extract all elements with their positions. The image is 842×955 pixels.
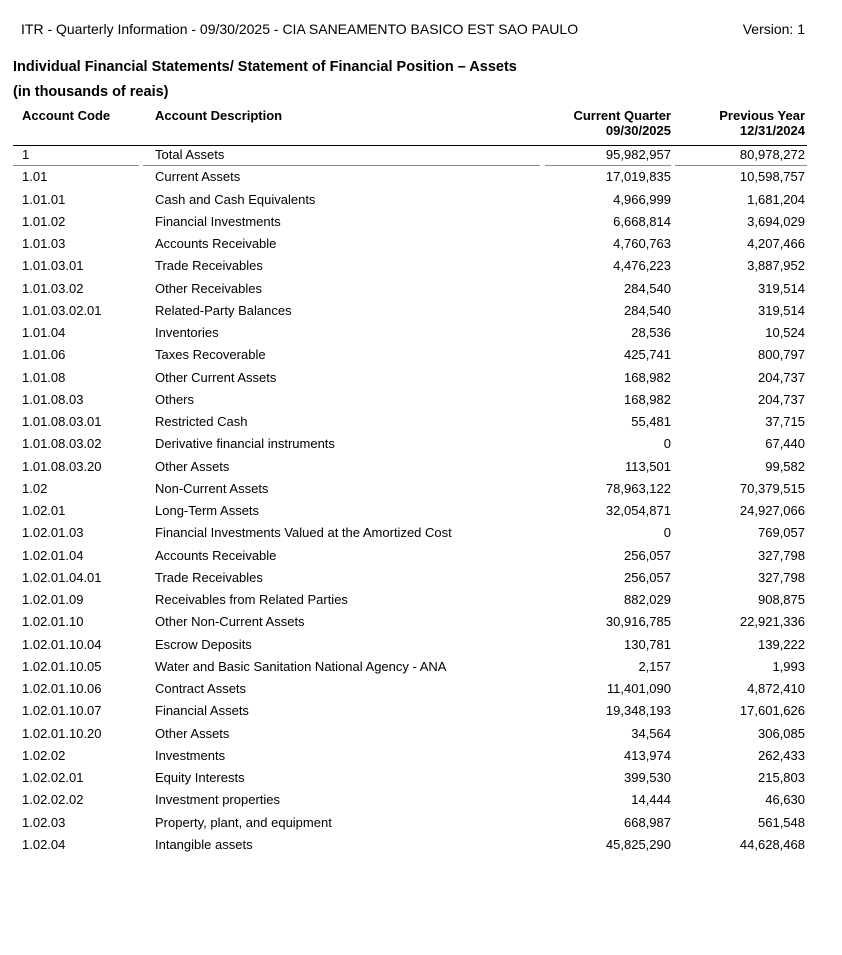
account-code: 1.01.08.03.20 [22, 458, 102, 474]
account-description: Water and Basic Sanitation National Agency - ANA [155, 658, 447, 674]
account-description: Related-Party Balances [155, 302, 292, 318]
account-description: Other Non-Current Assets [155, 614, 305, 630]
account-description: Financial Assets [155, 703, 249, 719]
current-quarter-value: 78,963,122 [605, 480, 671, 496]
account-code: 1.01.03.02 [22, 280, 84, 296]
account-code: 1.02.02.01 [22, 770, 84, 785]
current-quarter-value: 284,540 [624, 302, 671, 318]
account-code: 1.02.01.10.05 [22, 658, 102, 674]
current-quarter-value: 30,916,785 [605, 614, 671, 630]
previous-year-value: 37,715 [765, 414, 805, 429]
account-code: 1.01.03.02.01 [22, 302, 102, 318]
previous-year-value: 139,222 [758, 636, 805, 652]
account-code: 1.02.01 [22, 503, 66, 518]
previous-year-value: 561,548 [758, 814, 805, 830]
table-row [0, 811, 842, 833]
account-code: 1.01.08.03 [22, 391, 84, 407]
account-description: Accounts Receivable [155, 547, 277, 563]
previous-year-value: 800,797 [758, 347, 805, 363]
previous-year-value: 327,798 [758, 547, 805, 563]
account-description: Trade Receivables [155, 258, 263, 274]
current-quarter-value: 4,476,223 [613, 258, 671, 274]
current-quarter-value: 45,825,290 [605, 836, 671, 852]
table-row [0, 610, 842, 632]
column-header-code: Account Code [22, 108, 111, 123]
account-code: 1.02.03 [22, 814, 66, 830]
previous-year-value: 3,887,952 [747, 258, 805, 274]
account-code: 1.01.08.03.02 [22, 436, 102, 452]
account-description: Restricted Cash [155, 414, 248, 429]
previous-year-value: 46,630 [765, 792, 805, 808]
column-header-description: Account Description [155, 108, 283, 123]
previous-year-value: 1,993 [772, 658, 805, 674]
previous-year-value: 24,927,066 [739, 503, 805, 518]
table-row [0, 432, 842, 454]
table-row [0, 722, 842, 744]
table-row [0, 165, 842, 187]
account-description: Escrow Deposits [155, 636, 252, 652]
table-row [0, 188, 842, 210]
previous-year-value: 10,524 [765, 325, 805, 340]
previous-year-value: 44,628,468 [739, 836, 805, 852]
table-row [0, 833, 842, 855]
account-description: Trade Receivables [155, 569, 263, 585]
account-code: 1.01.03 [22, 236, 66, 251]
table-row [0, 477, 842, 499]
previous-year-value: 262,433 [758, 747, 805, 763]
account-description: Accounts Receivable [155, 236, 277, 251]
current-quarter-value: 256,057 [624, 547, 671, 563]
current-quarter-value: 4,966,999 [613, 191, 671, 207]
account-code: 1.02.01.10.06 [22, 681, 102, 696]
account-description: Receivables from Related Parties [155, 592, 348, 607]
account-code: 1.02 [22, 480, 48, 496]
unit-note: (in thousands of reais) [13, 84, 169, 100]
account-description: Cash and Cash Equivalents [155, 191, 316, 207]
current-quarter-value: 11,401,090 [606, 681, 671, 696]
account-description: Long-Term Assets [155, 503, 260, 518]
column-header-previous-year [719, 108, 805, 138]
account-code: 1 [22, 147, 30, 162]
table-row [0, 455, 842, 477]
column-header-current-quarter [573, 108, 671, 138]
table-row [0, 588, 842, 610]
previous-year-value: 908,875 [758, 592, 805, 607]
account-code: 1.02.02 [22, 747, 66, 763]
current-quarter-value: 32,054,871 [605, 503, 671, 518]
account-code: 1.01.06 [22, 347, 66, 363]
version-label: Version: 1 [742, 21, 805, 37]
previous-year-value: 204,737 [758, 391, 805, 407]
current-quarter-value: 17,019,835 [605, 169, 671, 185]
column-header-current-line1: Current Quarter [573, 108, 671, 123]
previous-year-value: 67,440 [765, 436, 805, 452]
table-row [0, 366, 842, 388]
account-description: Others [155, 391, 195, 407]
table-row [0, 655, 842, 677]
account-code: 1.01.01 [22, 191, 66, 207]
current-quarter-value: 168,982 [624, 369, 671, 385]
account-description: Inventories [155, 325, 219, 340]
table-row [0, 499, 842, 521]
current-quarter-value: 413,974 [624, 747, 671, 763]
table-row [0, 544, 842, 566]
account-code: 1.01.02 [22, 213, 66, 229]
account-code: 1.02.01.04.01 [22, 569, 102, 585]
account-description: Contract Assets [155, 681, 247, 696]
current-quarter-value: 0 [663, 436, 671, 452]
account-description: Equity Interests [155, 770, 245, 785]
account-code: 1.02.01.10 [22, 614, 84, 630]
table-row [0, 633, 842, 655]
account-code: 1.02.01.04 [22, 547, 84, 563]
table-row [0, 277, 842, 299]
account-code: 1.02.01.10.04 [22, 636, 102, 652]
account-description: Intangible assets [155, 836, 253, 852]
account-description: Financial Investments Valued at the Amortized Cost [155, 525, 452, 541]
account-code: 1.02.01.10.20 [22, 725, 102, 741]
account-description: Non-Current Assets [155, 480, 269, 496]
table-row [0, 410, 842, 432]
account-description: Investment properties [155, 792, 281, 808]
account-code: 1.02.02.02 [22, 792, 84, 808]
table-row [0, 299, 842, 321]
table-row [0, 210, 842, 232]
document-header: ITR - Quarterly Information - 09/30/2025 - CIA SANEAMENTO BASICO EST SAO PAULO [21, 21, 579, 37]
previous-year-value: 10,598,757 [739, 169, 805, 185]
previous-year-value: 319,514 [758, 302, 805, 318]
current-quarter-value: 55,481 [631, 414, 671, 429]
account-description: Investments [155, 747, 226, 763]
account-description: Property, plant, and equipment [155, 814, 332, 830]
account-description: Current Assets [155, 169, 241, 185]
current-quarter-value: 4,760,763 [613, 236, 671, 251]
previous-year-value: 327,798 [758, 569, 805, 585]
account-code: 1.02.04 [22, 836, 66, 852]
previous-year-value: 3,694,029 [747, 213, 805, 229]
previous-year-value: 22,921,336 [739, 614, 805, 630]
account-code: 1.01.08.03.01 [22, 414, 102, 429]
column-header-previous-line2: 12/31/2024 [739, 123, 805, 138]
previous-year-value: 215,803 [758, 770, 805, 785]
current-quarter-value: 168,982 [624, 391, 671, 407]
account-description: Derivative financial instruments [155, 436, 335, 452]
current-quarter-value: 668,987 [624, 814, 671, 830]
table-row [0, 744, 842, 766]
account-code: 1.02.01.03 [22, 525, 84, 541]
current-quarter-value: 130,781 [624, 636, 671, 652]
table-row [0, 143, 842, 165]
account-description: Other Current Assets [155, 369, 277, 385]
account-description: Other Assets [155, 458, 230, 474]
current-quarter-value: 2,157 [638, 658, 671, 674]
table-row [0, 677, 842, 699]
current-quarter-value: 6,668,814 [613, 213, 671, 229]
account-description: Financial Investments [155, 213, 281, 229]
previous-year-value: 99,582 [765, 458, 805, 474]
account-code: 1.02.01.10.07 [22, 703, 102, 719]
account-description: Total Assets [155, 147, 225, 162]
previous-year-value: 4,207,466 [747, 236, 805, 251]
account-description: Taxes Recoverable [155, 347, 266, 363]
table-row [0, 388, 842, 410]
column-header-previous-line1: Previous Year [719, 108, 805, 123]
previous-year-value: 769,057 [758, 525, 805, 541]
previous-year-value: 1,681,204 [747, 191, 805, 207]
previous-year-value: 319,514 [758, 280, 805, 296]
current-quarter-value: 284,540 [624, 280, 671, 296]
current-quarter-value: 19,348,193 [605, 703, 671, 719]
previous-year-value: 204,737 [758, 369, 805, 385]
current-quarter-value: 256,057 [624, 569, 671, 585]
current-quarter-value: 399,530 [624, 770, 671, 785]
table-row [0, 699, 842, 721]
assets-table-body [0, 143, 842, 855]
current-quarter-value: 0 [663, 525, 671, 541]
current-quarter-value: 28,536 [631, 325, 671, 340]
account-code: 1.01.03.01 [22, 258, 84, 274]
table-row [0, 521, 842, 543]
account-description: Other Receivables [155, 280, 262, 296]
current-quarter-value: 95,982,957 [605, 147, 671, 162]
table-row [0, 766, 842, 788]
table-row [0, 321, 842, 343]
account-code: 1.01.08 [22, 369, 66, 385]
account-description: Other Assets [155, 725, 230, 741]
current-quarter-value: 425,741 [624, 347, 671, 363]
table-row [0, 566, 842, 588]
table-row [0, 232, 842, 254]
previous-year-value: 4,872,410 [747, 681, 805, 696]
current-quarter-value: 882,029 [624, 592, 671, 607]
current-quarter-value: 34,564 [631, 725, 671, 741]
previous-year-value: 306,085 [758, 725, 805, 741]
account-code: 1.01.04 [22, 325, 66, 340]
previous-year-value: 17,601,626 [739, 703, 805, 719]
column-header-current-line2: 09/30/2025 [605, 123, 671, 138]
previous-year-value: 80,978,272 [739, 147, 805, 162]
table-row [0, 343, 842, 365]
table-row [0, 788, 842, 810]
current-quarter-value: 14,444 [631, 792, 671, 808]
account-code: 1.01 [22, 169, 48, 185]
statement-title: Individual Financial Statements/ Statement of Financial Position – Assets [13, 59, 517, 75]
account-code: 1.02.01.09 [22, 592, 84, 607]
previous-year-value: 70,379,515 [739, 480, 805, 496]
table-row [0, 254, 842, 276]
current-quarter-value: 113,501 [624, 458, 671, 474]
